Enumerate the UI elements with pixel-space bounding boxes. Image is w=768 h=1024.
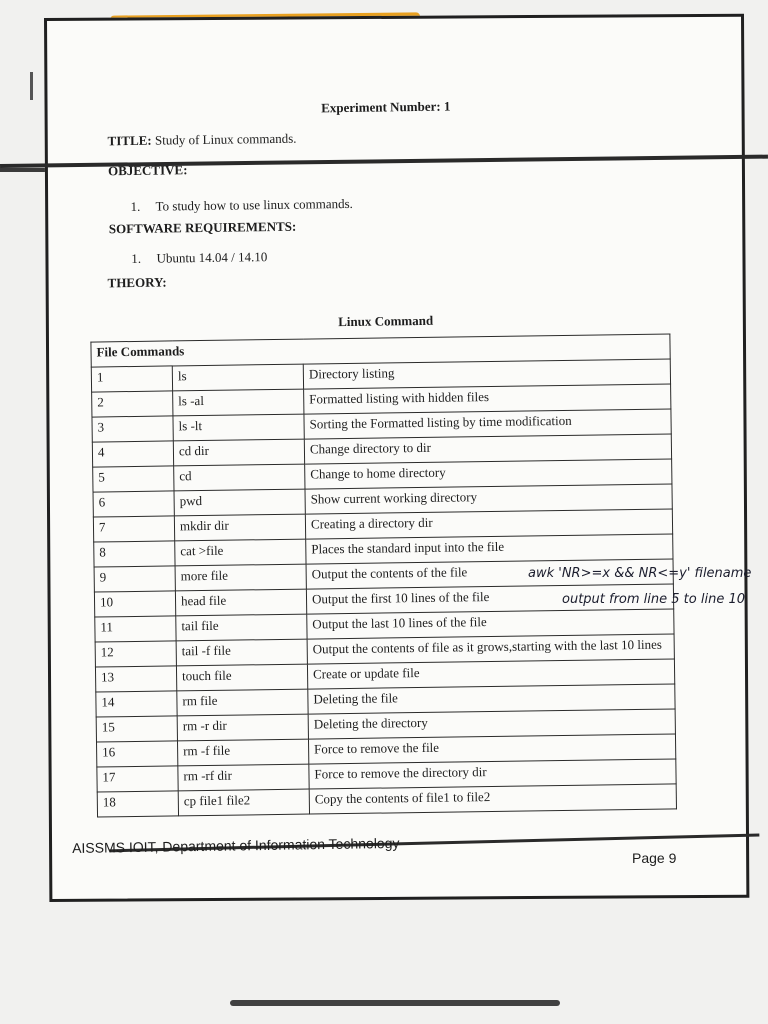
table-body: [91, 359, 676, 817]
row-number: 13: [95, 666, 176, 692]
row-number: 9: [94, 566, 175, 592]
title-label: TITLE:: [107, 132, 152, 149]
row-command: rm file: [177, 689, 308, 716]
row-command: ls -lt: [173, 414, 304, 441]
row-command: ls -al: [173, 389, 304, 416]
row-number: 15: [96, 716, 177, 742]
row-command: cp file1 file2: [178, 789, 309, 816]
row-command: touch file: [176, 664, 307, 691]
row-description: Output the first 10 lines of the file: [306, 584, 673, 614]
row-command: cat >file: [175, 539, 306, 566]
row-description: Deleting the file: [308, 684, 675, 714]
theory-heading: [107, 275, 166, 292]
row-command: pwd: [174, 489, 305, 516]
row-number: 1: [91, 366, 172, 392]
page-content: [58, 17, 750, 896]
objective-item: [130, 196, 353, 215]
row-command: ls: [172, 364, 303, 391]
row-command: more file: [175, 564, 306, 591]
row-description: Output the last 10 lines of the file: [307, 609, 674, 639]
row-description: Create or update file: [307, 659, 674, 689]
objective-heading: [108, 162, 188, 179]
row-description: Places the standard input into the file: [306, 534, 673, 564]
objective-label: OBJECTIVE:: [107, 162, 188, 179]
row-description: Deleting the directory: [308, 709, 675, 739]
table-header: File Commands: [91, 334, 670, 367]
row-description: Force to remove the file: [308, 734, 675, 764]
row-description: Directory listing: [303, 359, 670, 389]
software-item: [131, 249, 267, 267]
row-number: 4: [92, 441, 173, 467]
software-heading: [109, 219, 297, 238]
row-number: 7: [93, 516, 174, 542]
row-number: 2: [92, 391, 173, 417]
handwritten-note-output: output from line 5 to line 10: [562, 592, 745, 607]
row-number: 5: [93, 466, 174, 492]
row-description: Force to remove the directory dir: [309, 759, 676, 789]
row-number: 17: [97, 766, 178, 792]
row-description: Show current working directory: [305, 484, 672, 514]
software-item-text: Ubuntu 14.04 / 14.10: [156, 249, 268, 266]
handwritten-note-awk: awk 'NR>=x && NR<=y' filename: [528, 566, 752, 581]
row-description: Sorting the Formatted listing by time modification: [304, 409, 671, 439]
title-line: [108, 131, 297, 150]
table-caption: Linux Command: [338, 312, 434, 330]
row-command: mkdir dir: [174, 514, 305, 541]
row-number: 6: [93, 491, 174, 517]
row-number: 16: [97, 741, 178, 767]
row-command: cd: [174, 464, 305, 491]
row-number: 11: [95, 616, 176, 642]
row-number: 8: [94, 541, 175, 567]
row-command: rm -rf dir: [178, 764, 309, 791]
row-description: Change directory to dir: [304, 434, 671, 464]
row-number: 10: [94, 591, 175, 617]
row-description: Output the contents of file as it grows,starting with the last 10 lines: [307, 634, 674, 664]
row-command: tail -f file: [176, 639, 307, 666]
row-command: tail file: [176, 614, 307, 641]
title-text: Study of Linux commands.: [154, 130, 297, 148]
theory-label: THEORY:: [107, 274, 167, 291]
footer-department: AISSMS IOIT, Department of Information Technology: [72, 834, 400, 856]
row-command: rm -r dir: [177, 714, 308, 741]
software-item-number: 1.: [131, 250, 142, 266]
objective-item-text: To study how to use linux commands.: [155, 195, 353, 214]
software-label: SOFTWARE REQUIREMENTS:: [108, 218, 297, 237]
row-description: Formatted listing with hidden files: [304, 384, 671, 414]
row-number: 12: [95, 641, 176, 667]
row-number: 14: [96, 691, 177, 717]
objective-item-number: 1.: [130, 198, 141, 215]
row-description: Copy the contents of file1 to file2: [309, 784, 676, 814]
row-command: rm -f file: [177, 739, 308, 766]
row-description: Output the contents of the file: [306, 559, 673, 589]
row-number: 18: [97, 791, 178, 817]
paper-bottom-edge: [230, 1000, 560, 1006]
row-number: 3: [92, 416, 173, 442]
row-description: Creating a directory dir: [305, 509, 672, 539]
row-command: head file: [175, 589, 306, 616]
row-description: Change to home directory: [305, 459, 672, 489]
experiment-number: Experiment Number: 1: [321, 98, 451, 116]
row-command: cd dir: [173, 439, 304, 466]
footer-page-number: Page 9: [632, 850, 677, 866]
